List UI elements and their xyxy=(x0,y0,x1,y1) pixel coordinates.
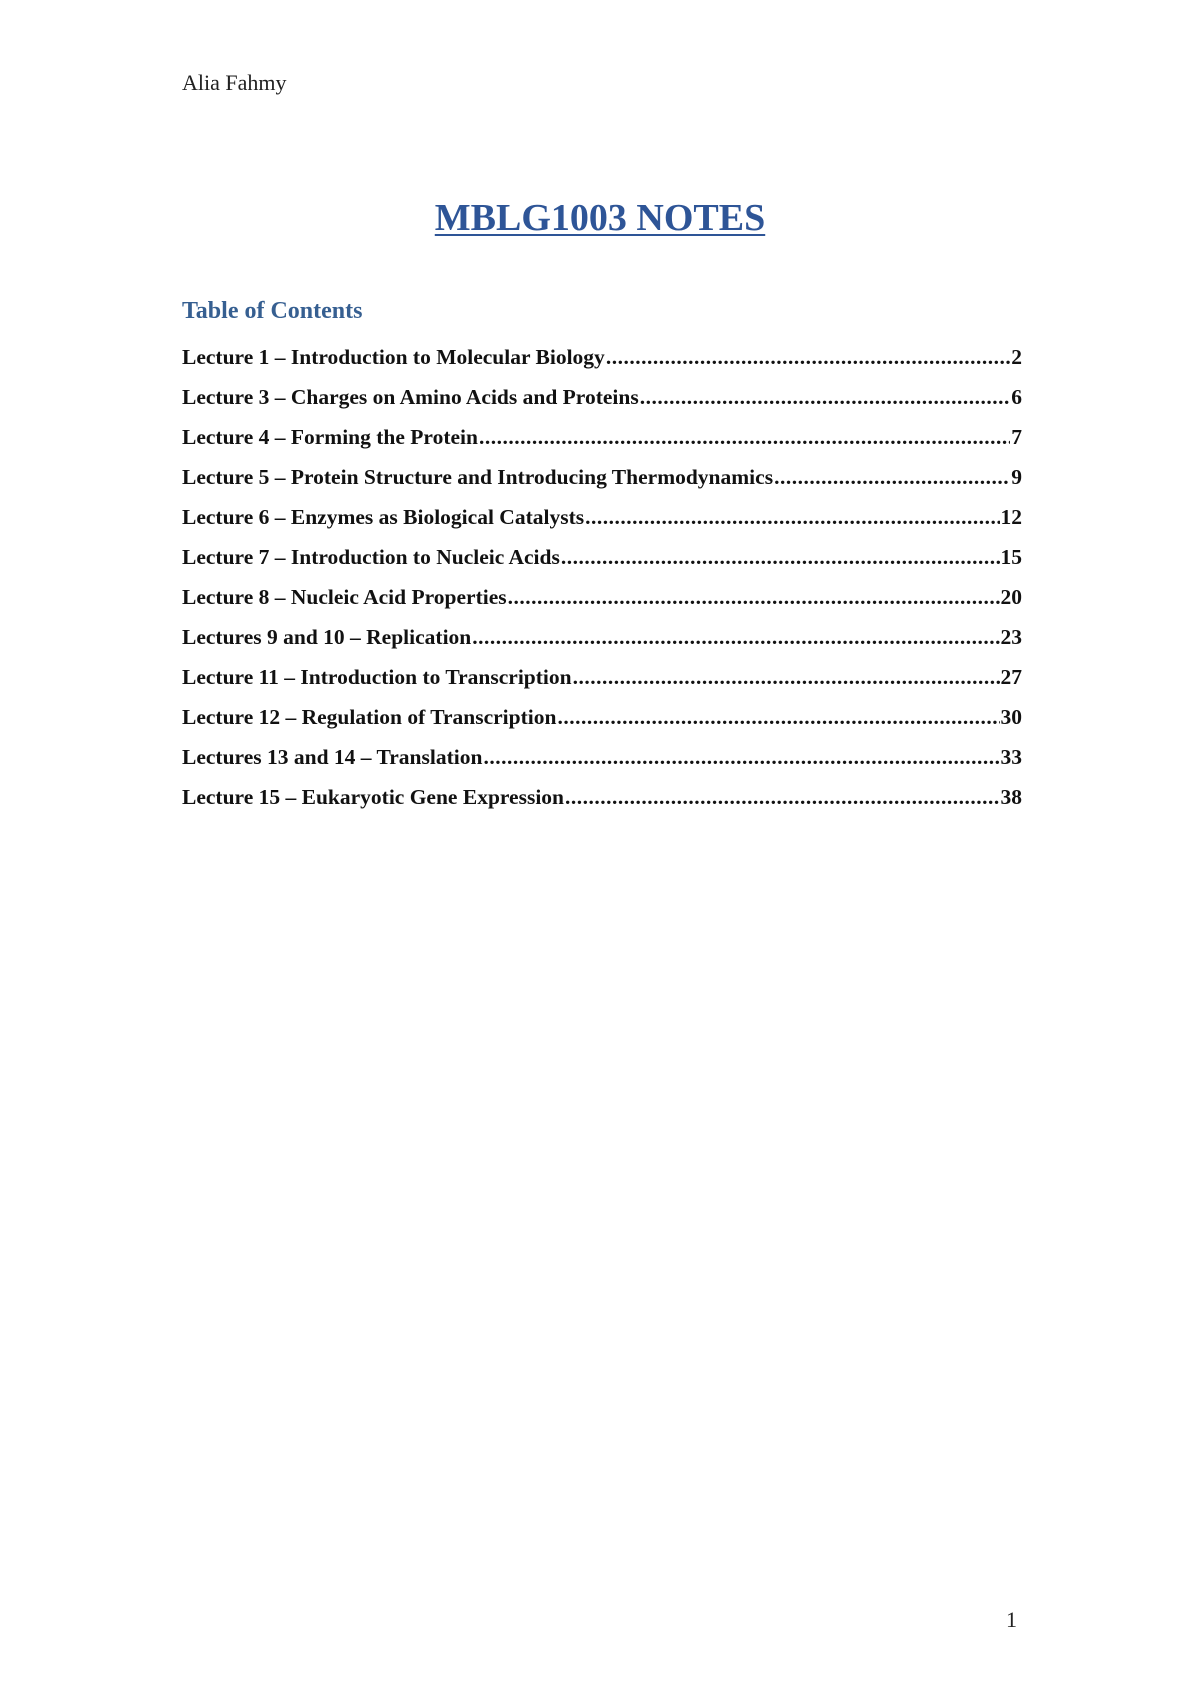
toc-dot-leader xyxy=(565,785,999,810)
toc-entry-label: Lecture 7 – Introduction to Nucleic Acids xyxy=(182,545,560,569)
toc-entry-label: Lectures 9 and 10 – Replication xyxy=(182,625,472,649)
toc-entry-page: 30 xyxy=(1000,705,1022,729)
toc-entry-page: 9 xyxy=(1011,465,1022,489)
toc-dot-leader xyxy=(585,505,999,530)
toc-entry-label: Lecture 4 – Forming the Protein xyxy=(182,425,478,449)
header-author: Alia Fahmy xyxy=(182,70,287,95)
toc-entry-label: Lecture 8 – Nucleic Acid Properties xyxy=(182,585,507,609)
toc-dot-leader xyxy=(561,545,1000,570)
toc-entry-label: Lecture 15 – Eukaryotic Gene Expression xyxy=(182,785,565,809)
toc-entry-lecture-8[interactable] xyxy=(182,585,1022,625)
toc-entry-label: Lecture 12 – Regulation of Transcription xyxy=(182,705,557,729)
toc-entry-label: Lecture 5 – Protein Structure and Introducing Thermodynamics xyxy=(182,465,774,489)
toc-entry-lecture-7[interactable] xyxy=(182,545,1022,585)
toc-dot-leader xyxy=(479,425,1010,450)
toc-entry-page: 23 xyxy=(1000,625,1022,649)
toc-entry-lecture-12[interactable] xyxy=(182,705,1022,745)
toc-dot-leader xyxy=(508,585,1000,610)
toc-entry-lecture-6[interactable] xyxy=(182,505,1022,545)
table-of-contents xyxy=(182,345,1022,825)
toc-entry-label: Lecture 11 – Introduction to Transcription xyxy=(182,665,572,689)
toc-dot-leader xyxy=(606,345,1010,370)
toc-entry-page: 27 xyxy=(1000,665,1022,689)
toc-entry-lecture-4[interactable] xyxy=(182,425,1022,465)
toc-entry-lectures-13-14[interactable] xyxy=(182,745,1022,785)
toc-dot-leader xyxy=(774,465,1010,490)
toc-entry-label: Lecture 6 – Enzymes as Biological Catalysts xyxy=(182,505,585,529)
toc-entry-label: Lecture 1 – Introduction to Molecular Biology xyxy=(182,345,605,369)
toc-dot-leader xyxy=(472,625,999,650)
toc-entry-page: 20 xyxy=(1000,585,1022,609)
toc-entry-page: 12 xyxy=(1000,505,1022,529)
toc-entry-page: 2 xyxy=(1011,345,1022,369)
toc-entry-page: 38 xyxy=(1000,785,1022,809)
toc-entry-label: Lecture 3 – Charges on Amino Acids and Proteins xyxy=(182,385,639,409)
toc-entry-lecture-15[interactable] xyxy=(182,785,1022,825)
toc-entry-lectures-9-10[interactable] xyxy=(182,625,1022,665)
toc-dot-leader xyxy=(573,665,1000,690)
toc-dot-leader xyxy=(640,385,1011,410)
toc-entry-page: 7 xyxy=(1011,425,1022,449)
toc-heading: Table of Contents xyxy=(182,298,363,324)
toc-entry-page: 6 xyxy=(1011,385,1022,409)
toc-entry-lecture-3[interactable] xyxy=(182,385,1022,425)
toc-entry-lecture-1[interactable] xyxy=(182,345,1022,385)
toc-entry-label: Lectures 13 and 14 – Translation xyxy=(182,745,483,769)
toc-entry-page: 15 xyxy=(1000,545,1022,569)
page-number: 1 xyxy=(1006,1607,1017,1632)
toc-entry-lecture-5[interactable] xyxy=(182,465,1022,505)
toc-entry-lecture-11[interactable] xyxy=(182,665,1022,705)
toc-dot-leader xyxy=(557,705,999,730)
toc-dot-leader xyxy=(483,745,999,770)
toc-entry-page: 33 xyxy=(1000,745,1022,769)
document-title: MBLG1003 NOTES xyxy=(434,197,766,239)
